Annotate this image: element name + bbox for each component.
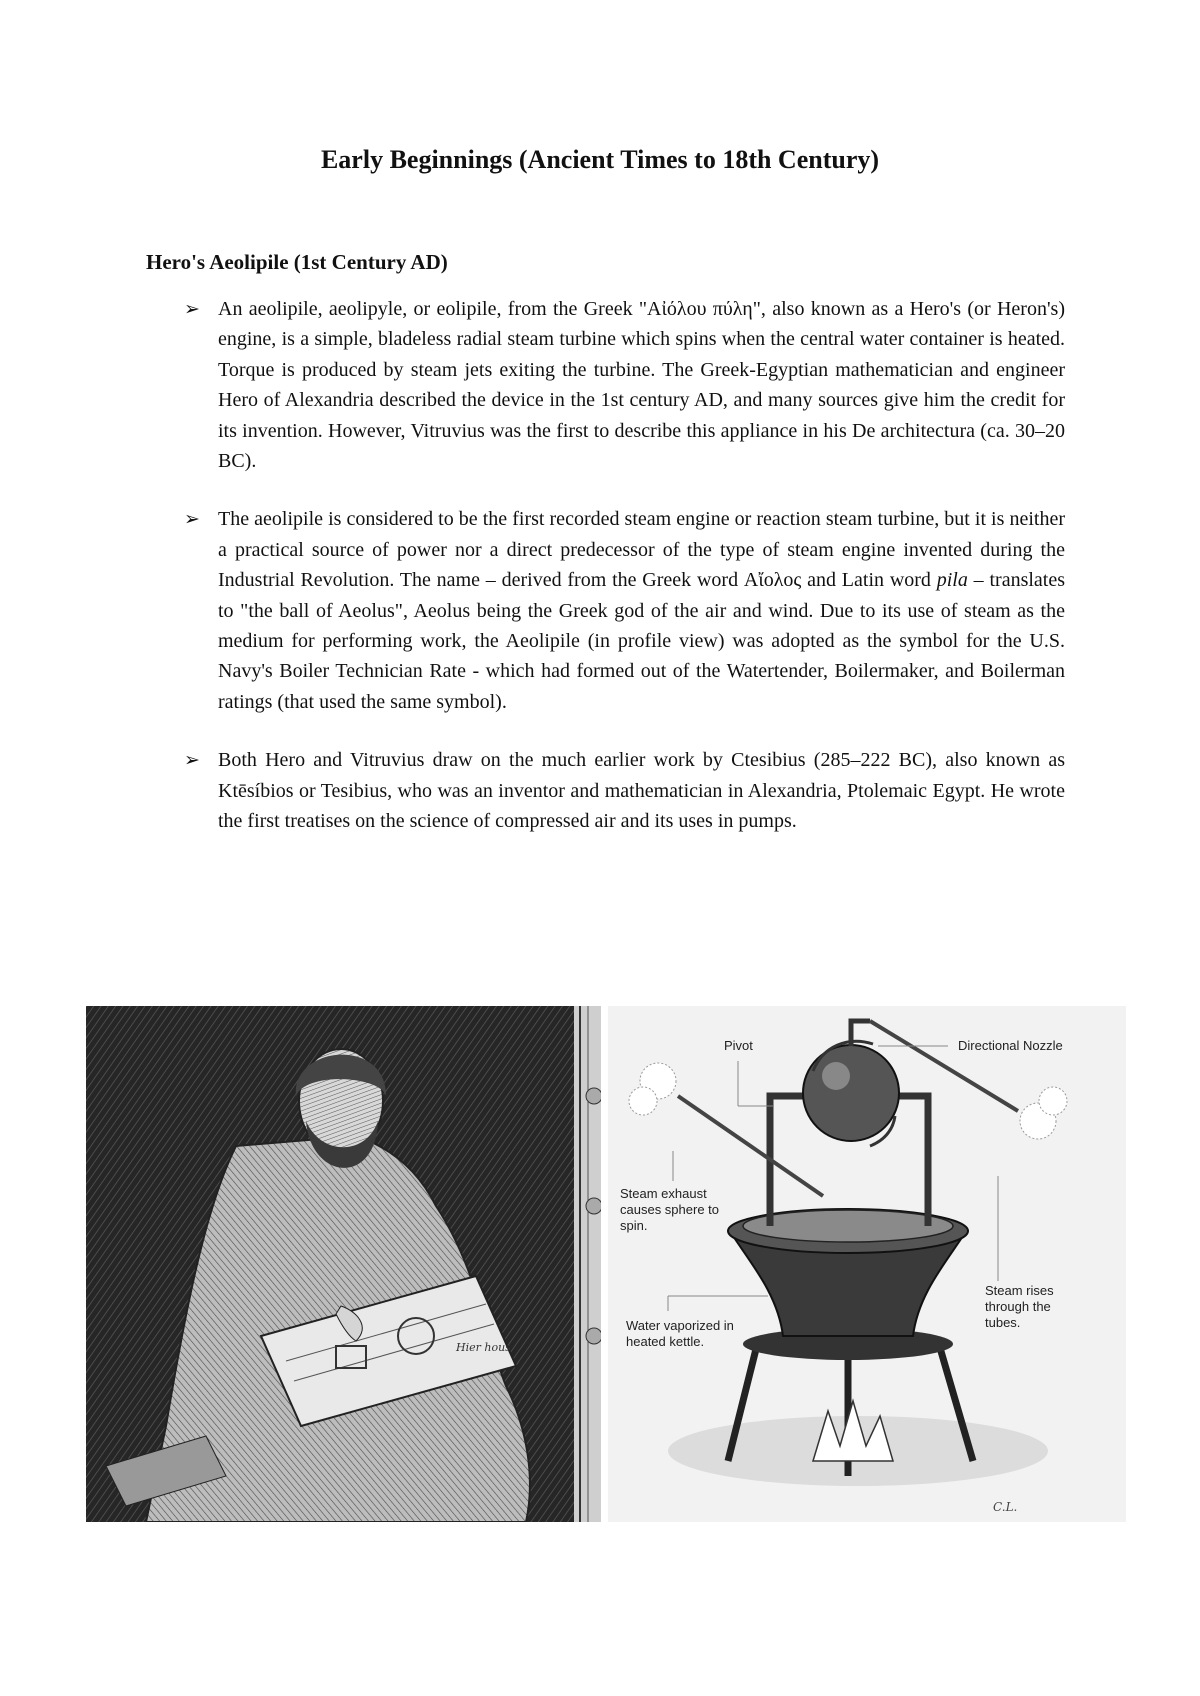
- diagram-signature: C.L.: [993, 1500, 1018, 1514]
- water-vaporized-label: Water vaporized in heated kettle.: [626, 1318, 734, 1349]
- bullet-text-part: The aeolipile is considered to be the first recorded steam engine or reaction steam turbine, but it is neither a practical source of power nor a direct predecessor of the type of steam engine invented during the Industrial Revolution. The name – derived from the Greek word Αἴολος and Latin word: [218, 508, 1065, 592]
- aeolipile-illustration: [608, 1006, 1126, 1522]
- bullet-text: [218, 508, 1065, 712]
- bullet-item: [180, 504, 1065, 717]
- italic-term: pila: [936, 569, 968, 592]
- bullet-list: [180, 294, 1065, 865]
- bullet-item: [180, 294, 1065, 476]
- hero-portrait-illustration: [86, 1006, 601, 1522]
- portrait-signature: Hier hous: [456, 1341, 511, 1354]
- directional-nozzle-label: Directional Nozzle: [958, 1038, 1063, 1053]
- steam-rises-label: Steam rises through the tubes.: [985, 1283, 1054, 1330]
- steam-exhaust-label: Steam exhaust causes sphere to spin.: [620, 1186, 720, 1233]
- page-title: Early Beginnings (Ancient Times to 18th Century): [320, 145, 880, 174]
- aeolipile-diagram: [608, 1006, 1126, 1522]
- section-heading: Hero's Aeolipile (1st Century AD): [146, 250, 448, 274]
- hero-portrait-image: [86, 1006, 601, 1522]
- pivot-label: Pivot: [724, 1038, 753, 1053]
- bullet-text-part: – translates to "the ball of Aeolus", Aeolus being the Greek god of the air and wind. Due to its use of steam as the medium for performing work, the Aeolipile (in profile view) was adopted as the symbol for the U.S. Navy's Boiler Technician Rate - which had formed out of the Watertender, Boilermaker, and Boilerman ratings (that used the same symbol).: [218, 569, 1065, 713]
- arrow-bullet-icon: ➢: [184, 508, 200, 531]
- bullet-text: An aeolipile, aeolipyle, or eolipile, from the Greek "Αἰόλου πύλη", also known as a Hero's (or Heron's) engine, is a simple, bladeless radial steam turbine which spins when the central water container is heated. Torque is produced by steam jets exiting the turbine. The Greek-Egyptian mathematician and engineer Hero of Alexandria described the device in the 1st century AD, and many sources give him the credit for its invention. However, Vitruvius was the first to describe this appliance in his De architectura (ca. 30–20 BC).: [218, 298, 1065, 473]
- bullet-text: Both Hero and Vitruvius draw on the much earlier work by Ctesibius (285–222 BC), also known as Ktēsíbios or Tesibius, who was an inventor and mathematician in Alexandria, Ptolemaic Egypt. He wrote the first treatises on the science of compressed air and its uses in pumps.: [218, 749, 1065, 833]
- bullet-item: [180, 745, 1065, 836]
- arrow-bullet-icon: ➢: [184, 749, 200, 772]
- arrow-bullet-icon: ➢: [184, 298, 200, 320]
